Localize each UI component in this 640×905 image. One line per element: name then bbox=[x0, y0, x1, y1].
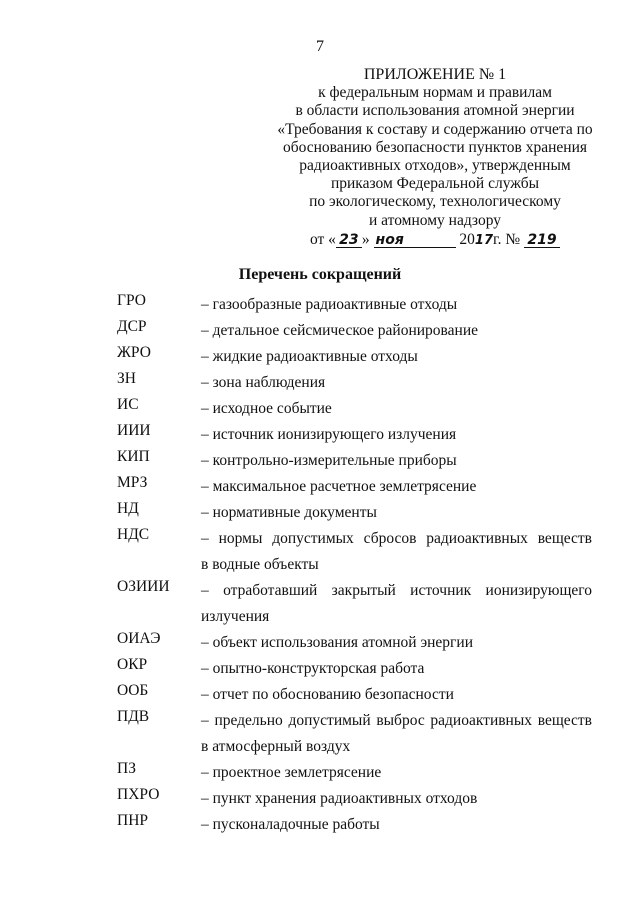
appendix-line: и атомному надзору bbox=[369, 211, 501, 229]
list-item bbox=[117, 786, 592, 812]
list-item bbox=[117, 526, 592, 578]
list-item bbox=[117, 708, 592, 760]
abbreviation: ОИАЭ bbox=[117, 630, 161, 647]
order-date-line bbox=[265, 231, 605, 250]
definition bbox=[201, 708, 592, 760]
abbreviation: ЗН bbox=[117, 370, 136, 387]
year-g-number: г. № bbox=[493, 230, 521, 248]
abbreviation: ГРО bbox=[117, 292, 146, 309]
definition-line: – отработавший закрытый источник ионизирующего bbox=[201, 582, 592, 599]
definition: – детальное сейсмическое районирование bbox=[201, 322, 478, 339]
abbreviations-list bbox=[117, 292, 592, 838]
list-item bbox=[117, 656, 592, 682]
abbreviation: КИП bbox=[117, 448, 150, 465]
handwritten-year: 17 bbox=[474, 232, 493, 248]
handwritten-day: 23 bbox=[336, 233, 362, 248]
definition-line: излучения bbox=[201, 608, 270, 625]
abbreviation: ОКР bbox=[117, 656, 148, 673]
date-prefix: от « bbox=[309, 230, 336, 248]
list-item bbox=[117, 682, 592, 708]
definition: – опытно-конструкторская работа bbox=[201, 660, 425, 677]
page-number: 7 bbox=[316, 38, 324, 55]
definition: – газообразные радиоактивные отходы bbox=[201, 296, 458, 313]
list-item bbox=[117, 630, 592, 656]
abbreviation: ПЗ bbox=[117, 760, 136, 777]
abbreviation: НДС bbox=[117, 526, 150, 543]
appendix-title: ПРИЛОЖЕНИЕ № 1 bbox=[363, 66, 507, 83]
list-item bbox=[117, 578, 592, 630]
definition: – проектное землетрясение bbox=[201, 764, 382, 781]
definition: – отчет по обоснованию безопасности bbox=[201, 686, 454, 703]
definition: – нормативные документы bbox=[201, 504, 377, 521]
appendix-line: к федеральным нормам и правилам bbox=[318, 84, 552, 102]
list-item bbox=[117, 448, 592, 474]
list-item bbox=[117, 292, 592, 318]
definition-line: – предельно допустимый выброс радиоактивных веществ bbox=[201, 712, 592, 729]
definition-line: в водные объекты bbox=[201, 556, 319, 573]
appendix-header bbox=[265, 66, 605, 250]
abbreviation: ОЗИИИ bbox=[117, 578, 170, 595]
appendix-line: по экологическому, технологическому bbox=[309, 193, 561, 211]
handwritten-order-number: 219 bbox=[524, 233, 560, 248]
definition: – жидкие радиоактивные отходы bbox=[201, 348, 418, 365]
appendix-line: «Требования к составу и содержанию отчета по bbox=[277, 120, 593, 138]
definition: – контрольно-измерительные приборы bbox=[201, 452, 457, 469]
list-item bbox=[117, 500, 592, 526]
abbreviation: МРЗ bbox=[117, 474, 148, 491]
appendix-line: обоснованию безопасности пунктов хранения bbox=[282, 138, 588, 156]
definition: – зона наблюдения bbox=[201, 374, 326, 391]
abbreviation: ООБ bbox=[117, 682, 149, 699]
abbreviation: ИС bbox=[117, 396, 139, 413]
abbreviation: ПХРО bbox=[117, 786, 160, 803]
list-item bbox=[117, 396, 592, 422]
definition bbox=[201, 578, 592, 630]
date-quote-close: » bbox=[361, 230, 370, 248]
list-item bbox=[117, 318, 592, 344]
list-item bbox=[117, 760, 592, 786]
definition: – максимальное расчетное землетрясение bbox=[201, 478, 477, 495]
list-item bbox=[117, 370, 592, 396]
definition: – пункт хранения радиоактивных отходов bbox=[201, 790, 478, 807]
abbreviation: ДСР bbox=[117, 318, 147, 335]
abbreviation: ИИИ bbox=[117, 422, 151, 439]
list-item bbox=[117, 812, 592, 838]
abbreviations-title: Перечень сокращений bbox=[238, 266, 402, 283]
definition: – объект использования атомной энергии bbox=[201, 634, 473, 651]
list-item bbox=[117, 344, 592, 370]
definition-line: в атмосферный воздух bbox=[201, 738, 351, 755]
abbreviation: НД bbox=[117, 500, 139, 517]
definition: – источник ионизирующего излучения bbox=[201, 426, 457, 443]
definition: – пусконаладочные работы bbox=[201, 816, 380, 833]
definition-line: – нормы допустимых сбросов радиоактивных веществ bbox=[201, 530, 592, 547]
appendix-line: приказом Федеральной службы bbox=[330, 175, 540, 193]
abbreviation: ЖРО bbox=[117, 344, 151, 361]
appendix-line: радиоактивных отходов», утвержденным bbox=[299, 157, 571, 175]
definition: – исходное событие bbox=[201, 400, 332, 417]
list-item bbox=[117, 422, 592, 448]
abbreviation: ПДВ bbox=[117, 708, 150, 725]
abbreviation: ПНР bbox=[117, 812, 149, 829]
handwritten-month: ноя bbox=[374, 233, 456, 248]
appendix-line: в области использования атомной энергии bbox=[295, 102, 575, 120]
list-item bbox=[117, 474, 592, 500]
year-prefix: 20 bbox=[459, 230, 475, 248]
definition bbox=[201, 526, 592, 578]
